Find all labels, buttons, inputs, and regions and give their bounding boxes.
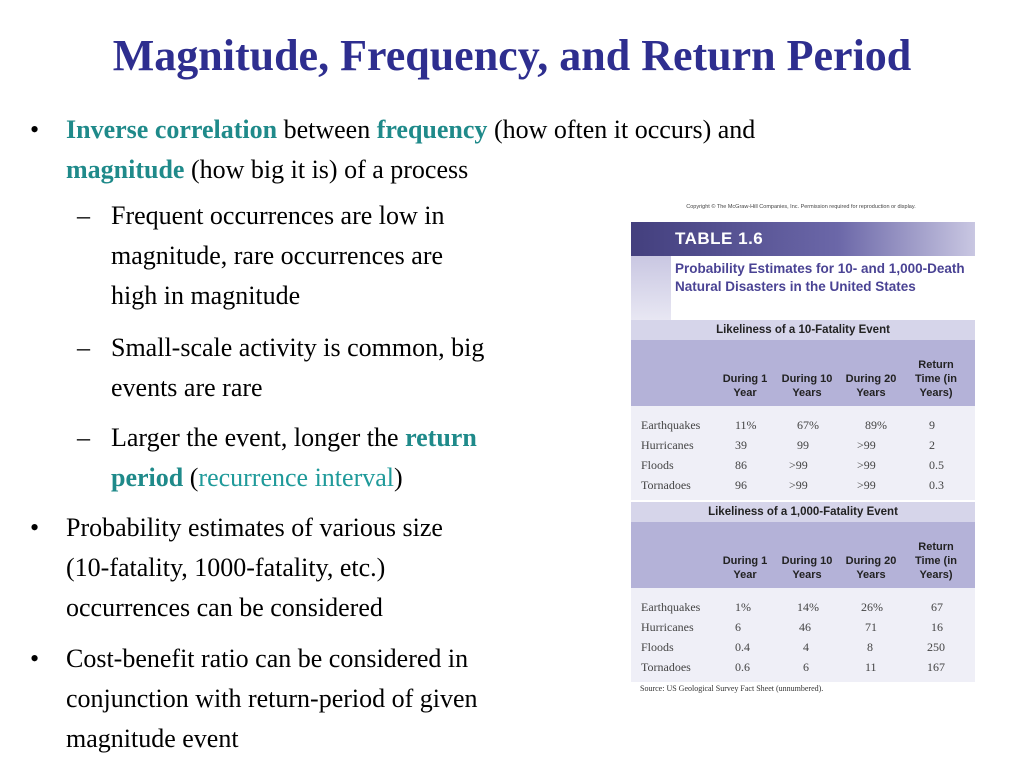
- row-name: Hurricanes: [641, 620, 694, 634]
- bullet-marker: •: [30, 513, 40, 542]
- cell: 26%: [861, 600, 883, 614]
- cell: >99: [789, 478, 808, 492]
- cell: 89%: [865, 418, 887, 432]
- line: magnitude event: [66, 724, 239, 753]
- caption-text: Probability Estimates for 10- and 1,000-Death Natural Disasters in the United States: [675, 261, 965, 294]
- term-frequency: frequency: [376, 115, 488, 144]
- dash-marker: –: [77, 201, 90, 230]
- cell: 39: [735, 438, 747, 452]
- bullet-marker: •: [30, 644, 40, 673]
- line: Frequent occurrences are low in: [111, 201, 445, 230]
- col-during-1-year: During 1 Year: [722, 373, 768, 399]
- cell: 4: [803, 640, 809, 654]
- cell: 6: [735, 620, 741, 634]
- row-name: Hurricanes: [641, 438, 694, 452]
- table-row: [631, 658, 975, 678]
- row-name: Earthquakes: [641, 418, 701, 432]
- line: Small-scale activity is common, big: [111, 333, 485, 362]
- cell: 167: [927, 660, 945, 674]
- text-larger-event: Larger the event, longer the: [111, 423, 406, 452]
- table-row: [631, 456, 975, 476]
- row-name: Earthquakes: [641, 600, 701, 614]
- cell: 16: [931, 620, 943, 634]
- cell: 99: [797, 438, 809, 452]
- line: events are rare: [111, 373, 263, 402]
- section2-header: Likeliness of a 1,000-Fatality Event: [631, 502, 975, 522]
- cell: 1%: [735, 600, 751, 614]
- line: high in magnitude: [111, 281, 301, 310]
- cell: 0.6: [735, 660, 750, 674]
- table-row: [631, 416, 975, 436]
- copyright-notice: Copyright © The McGraw-Hill Companies, Inc. Permission required for reproduction or display.: [686, 204, 916, 210]
- table-row: [631, 436, 975, 456]
- table-row: [631, 618, 975, 638]
- dash-marker: –: [77, 423, 90, 452]
- subbullet-small-scale: [77, 328, 485, 408]
- bullet-cost-benefit: [30, 639, 478, 759]
- bullet-inverse-correlation: [30, 110, 756, 190]
- subbullet-larger-event: [77, 418, 477, 498]
- term-inverse-correlation: Inverse correlation: [66, 115, 278, 144]
- cell: 71: [865, 620, 877, 634]
- cell: 2: [929, 438, 935, 452]
- cell: 11: [865, 660, 877, 674]
- text-between: between: [277, 115, 377, 144]
- cell: >99: [857, 478, 876, 492]
- line: conjunction with return-period of given: [66, 684, 478, 713]
- text-how-often: (how often it occurs) and: [487, 115, 756, 144]
- section1-column-headers: [631, 340, 975, 406]
- text-paren-open: (: [183, 463, 199, 492]
- line: magnitude, rare occurrences are: [111, 241, 444, 270]
- line: occurrences can be considered: [66, 593, 383, 622]
- cell: 67%: [797, 418, 819, 432]
- line: (10-fatality, 1000-fatality, etc.): [66, 553, 386, 582]
- table-row: [631, 598, 975, 618]
- col-during-10-years: During 10 Years: [781, 373, 833, 399]
- term-period: period: [111, 463, 184, 492]
- row-name: Tornadoes: [641, 478, 691, 492]
- subbullet-frequent-occurrences: [77, 196, 445, 316]
- cell: 6: [803, 660, 809, 674]
- line: Cost-benefit ratio can be considered in: [66, 644, 469, 673]
- row-name: Floods: [641, 458, 674, 472]
- text-how-big: (how big it is) of a process: [184, 155, 469, 184]
- cell: 67: [931, 600, 943, 614]
- cell: 0.5: [929, 458, 944, 472]
- term-return: return: [405, 423, 477, 452]
- cell: >99: [857, 438, 876, 452]
- table-source: Source: US Geological Survey Fact Sheet (unnumbered).: [640, 684, 824, 693]
- cell: 46: [799, 620, 811, 634]
- bullet-probability-estimates: [30, 508, 443, 628]
- section2-rows: [631, 588, 975, 682]
- cell: 9: [929, 418, 935, 432]
- col-during-10-years: During 10 Years: [781, 555, 833, 581]
- cell: >99: [789, 458, 808, 472]
- table-row: [631, 476, 975, 496]
- table-caption: [631, 256, 975, 320]
- col-during-20-years: During 20 Years: [845, 373, 897, 399]
- term-recurrence-interval: recurrence interval: [198, 463, 394, 492]
- cell: 0.3: [929, 478, 944, 492]
- section1-rows: [631, 406, 975, 500]
- table-label: TABLE 1.6: [675, 229, 764, 248]
- cell: 8: [867, 640, 873, 654]
- table-label-bar: [631, 222, 975, 256]
- col-return-time: Return Time (in Years): [915, 541, 957, 581]
- dash-marker: –: [77, 333, 90, 362]
- caption-band: [631, 256, 671, 320]
- cell: >99: [857, 458, 876, 472]
- bullet-marker: •: [30, 115, 40, 144]
- table-figure: [628, 200, 974, 700]
- cell: 96: [735, 478, 747, 492]
- section1-header: Likeliness of a 10-Fatality Event: [631, 320, 975, 340]
- row-name: Tornadoes: [641, 660, 691, 674]
- text-paren-close: ): [394, 463, 403, 492]
- col-during-1-year: During 1 Year: [722, 555, 768, 581]
- cell: 14%: [797, 600, 819, 614]
- row-name: Floods: [641, 640, 674, 654]
- cell: 0.4: [735, 640, 750, 654]
- section2-column-headers: [631, 522, 975, 588]
- line: Probability estimates of various size: [66, 513, 443, 542]
- slide-title: Magnitude, Frequency, and Return Period: [112, 31, 912, 80]
- cell: 11%: [735, 418, 757, 432]
- cell: 250: [927, 640, 945, 654]
- term-magnitude: magnitude: [66, 155, 185, 184]
- col-during-20-years: During 20 Years: [845, 555, 897, 581]
- table-row: [631, 638, 975, 658]
- cell: 86: [735, 458, 747, 472]
- col-return-time: Return Time (in Years): [915, 359, 957, 399]
